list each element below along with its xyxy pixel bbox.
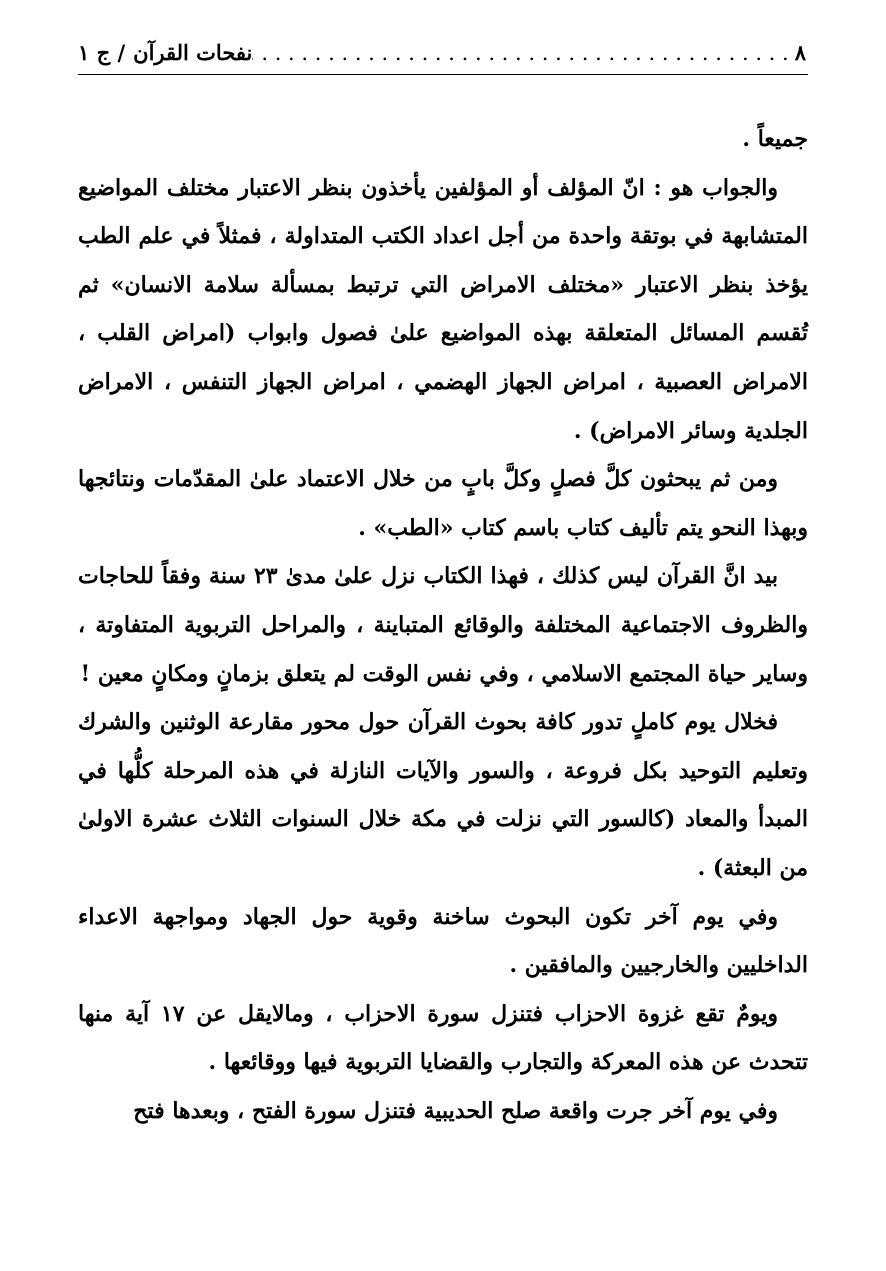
paragraph: ومن ثم يبحثون كلَّ فصلٍ وكلَّ بابٍ من خلال الاعتماد علىٰ المقدّمات ونتائجها وبهذا النحو يتم تأليف كتاب باسم كتاب «الطب» .	[78, 466, 808, 541]
volume-label: / ج ١	[78, 40, 126, 65]
header-rule	[78, 74, 808, 75]
paragraph: ويومٌ تقع غزوة الاحزاب فتنزل سورة الاحزاب ، ومالايقل عن ١٧ آية منها تتحدث عن هذه المعركة والتجارب والقضايا التربوية فيها ووقائعها .	[78, 1000, 808, 1076]
running-header	[78, 38, 808, 68]
page-number: ٨	[794, 40, 806, 65]
paragraph: فخلال يوم كاملٍ تدور كافة بحوث القرآن حول محور مقارعة الوثنين والشرك وتعليم التوحيد بكل فروعة ، والسور والآيات النازلة في هذه المرحلة كلُّها في المبدأ والمعاد (كالسور التي نزلت في مكة خلال السنوات الثلاث عشرة الاولىٰ من البعثة) .	[78, 709, 808, 881]
paragraph: وفي يوم آخر جرت واقعة صلح الحديبية فتنزل سورة الفتح ، وبعدها فتح	[133, 1097, 778, 1124]
book-title: نفحات القرآن	[133, 40, 253, 65]
paragraph: جميعاً .	[742, 126, 808, 152]
paragraph: وفي يوم آخر تكون البحوث ساخنة وقوية حول الجهاد ومواجهة الاعداء الداخليين والخارجيين والمافقين .	[78, 903, 808, 979]
body-text	[78, 115, 808, 1135]
paragraph: بيد انَّ القرآن ليس كذلك ، فهذا الكتاب نزل علىٰ مدىٰ ٢٣ سنة وفقاً للحاجات والظروف الاجتماعية المختلفة والوقائع المتباينة ، والمراحل التربوية المتفاوتة ، وساير حياة المجتمع الاسلامي ، وفي نفس الوقت لم يتعلق بزمانٍ ومكانٍ معين !	[78, 563, 808, 687]
paragraph: والجواب هو : انّ المؤلف أو المؤلفين يأخذون بنظر الاعتبار مختلف المواضيع المتشابهة في بوتقة واحدة من أجل اعداد الكتب المتداولة ، فمثلاً في علم الطب يؤخذ بنظر الاعتبار «مختلف الامراض التي ترتبط بمسألة سلامة الانسان» ثم تُقسم المسائل المتعلقة بهذه المواضيع علىٰ فصول وابواب (امراض القلب ، الامراض العصبية ، امراض الجهاز الهضمي ، امراض الجهاز التنفس ، الامراض الجلدية وسائر الامراض) .	[78, 174, 808, 444]
dot-leader	[252, 38, 788, 68]
